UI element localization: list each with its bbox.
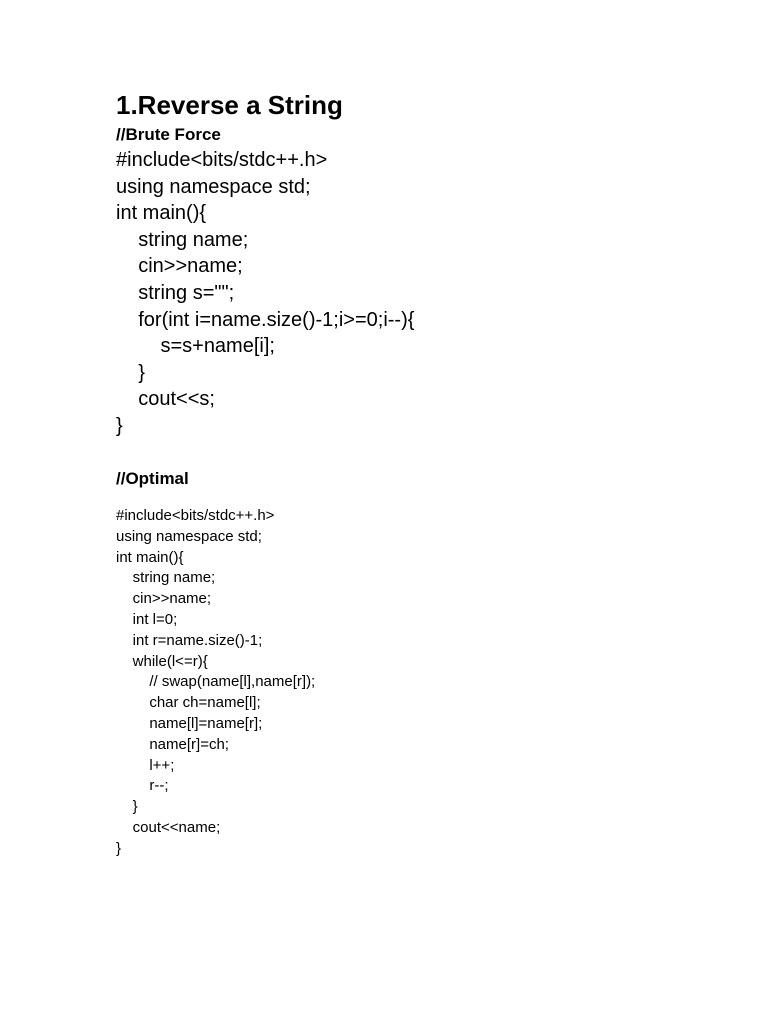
code-line: char ch=name[l]; bbox=[116, 694, 261, 712]
code-line: using namespace std; bbox=[116, 175, 311, 198]
code-line: } bbox=[116, 414, 123, 437]
code-line: int main(){ bbox=[116, 202, 207, 225]
code-line: } bbox=[116, 839, 122, 857]
optimal-code bbox=[116, 506, 315, 860]
code-line: int main(){ bbox=[116, 548, 184, 566]
code-line: string s=""; bbox=[116, 281, 235, 304]
page-title: 1.Reverse a String bbox=[116, 90, 343, 120]
code-line: name[l]=name[r]; bbox=[116, 714, 263, 732]
code-line: cout<<name; bbox=[116, 818, 221, 836]
optimal-heading: //Optimal bbox=[116, 469, 189, 488]
code-line: int r=name.size()-1; bbox=[116, 631, 263, 649]
code-line: string name; bbox=[116, 569, 216, 587]
code-line: l++; bbox=[116, 756, 175, 774]
code-line: #include<bits/stdc++.h> bbox=[116, 507, 275, 524]
code-line: while(l<=r){ bbox=[116, 652, 208, 670]
code-line: } bbox=[116, 361, 145, 384]
code-line: for(int i=name.size()-1;i>=0;i--){ bbox=[116, 308, 415, 331]
code-line: // swap(name[l],name[r]); bbox=[116, 673, 316, 691]
code-line: using namespace std; bbox=[116, 527, 262, 545]
brute-force-code bbox=[116, 147, 414, 440]
code-line: name[r]=ch; bbox=[116, 735, 229, 753]
code-line: cin>>name; bbox=[116, 255, 243, 278]
code-line: #include<bits/stdc++.h> bbox=[116, 149, 328, 171]
code-line: int l=0; bbox=[116, 610, 178, 628]
code-line: string name; bbox=[116, 228, 249, 251]
code-line: cout<<s; bbox=[116, 388, 215, 411]
brute-force-heading: //Brute Force bbox=[116, 125, 221, 144]
code-line: cin>>name; bbox=[116, 590, 212, 608]
optimal-heading-clip bbox=[116, 468, 202, 492]
code-line: r--; bbox=[116, 777, 169, 795]
code-line: } bbox=[116, 798, 138, 816]
code-line: s=s+name[i]; bbox=[116, 335, 275, 358]
